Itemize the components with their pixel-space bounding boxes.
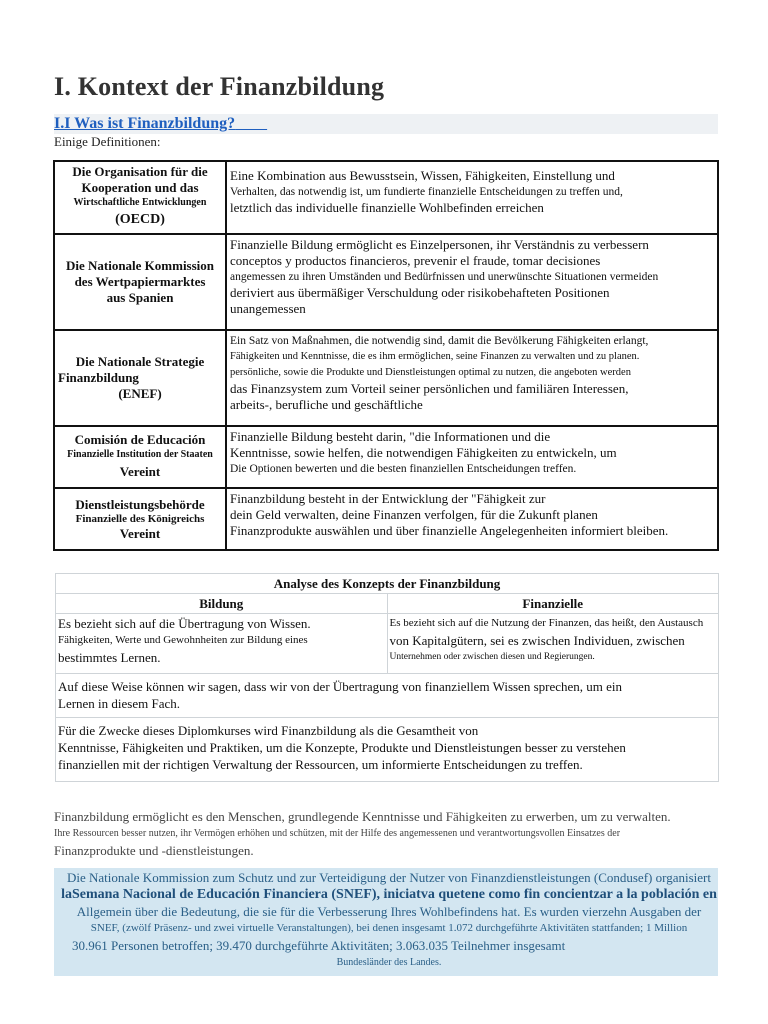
analysis-summary-row: Auf diese Weise können wir sagen, dass wir von der Übertragung von finanziellem Wissen sprechen, um ein Lernen in diesem Fach. [56,674,719,718]
definitions-table [53,160,719,551]
definition-cell-us-commission: Finanzielle Bildung besteht darin, "die Informationen und die Kenntnisse, sowie helfen, die notwendigen Fähigkeiten zu entwickeln, um Die Optionen bewerten und die besten finanziellen Entscheidungen treffen. [226,426,718,488]
definition-cell-uk-fsa: Finanzbildung besteht in der Entwicklung der "Fähigkeit zur dein Geld verwalten, deine Finanzen verfolgen, für die Zukunft planen Finanzprodukte auswählen und über finanzielle Angelegenheiten informiert bleiben. [226,488,718,550]
analysis-cell-bildung: Es bezieht sich auf die Übertragung von Wissen. Fähigkeiten, Werte und Gewohnheiten zur Bildung eines bestimmtes Lernen. [56,614,388,674]
definition-cell-enef: Ein Satz von Maßnahmen, die notwendig sind, damit die Bevölkerung Fähigkeiten erlangt, Fähigkeiten und Kenntnisse, die es ihm ermöglichen, seine Finanzen zu verwalten und zu planen. persönliche, sowie die Produkte und Dienstleistungen optimal zu nutzen, die angeboten werden das Finanzsystem zum Vorteil seiner persönlichen und familiären Interessen, arbeits-, berufliche und geschäftliche [226,330,718,426]
intro-text: Einige Definitionen: [54,134,161,149]
analysis-header-finanzielle: Finanzielle [387,594,719,614]
org-cell-uk-fsa: Dienstleistungsbehörde Finanzielle des Königreichs Vereint [54,488,226,550]
body-paragraph: Finanzbildung ermöglicht es den Menschen, grundlegende Kenntnisse und Fähigkeiten zu erwerben, um zu verwalten. Ihre Ressourcen besser nutzen, ihr Vermögen erhöhen und schützen, mit der Hilfe des angemessenen und verantwortungsvollen Einsatzes der Finanzprodukte und -dienstleistungen. [54,809,671,858]
definition-cell-oecd: Eine Kombination aus Bewusstsein, Wissen, Fähigkeiten, Einstellung und Verhalten, das notwendig ist, um fundierte finanzielle Entscheidungen zu treffen und, letztlich das individuelle finanzielle Wohlbefinden erreichen [226,161,718,234]
analysis-definition-row: Für die Zwecke dieses Diplomkurses wird Finanzbildung als die Gesamtheit von Kenntnisse, Fähigkeiten und Praktiken, um die Konzepte, Produkte und Dienstleistungen besser zu verstehen finanziellen mit der richtigen Verwaltung der Ressourcen, um informierte Entscheidungen zu treffen. [56,718,719,782]
highlight-text: Die Nationale Kommission zum Schutz und zur Verteidigung der Nutzer von Finanzdienstleistungen (Condusef) organisiert laSemana Nacional de Educación Financiera (SNEF), iniciatva quetene como fin concientzar a la población en Allgemein über die Bedeutung, die sie für die Verbesserung Ihres Wohlbefindens hat. Es wurden vierzehn Ausgaben der SNEF, (zwölf Präsenz- und zwei virtuelle Veranstaltungen), bei denen insgesamt 1.072 durchgeführte Aktivitäten stattfanden; 1 Million 30.961 Personen betroffen; 39.470 durchgeführte Aktivitäten; 3.063.035 Teilnehmer insgesamt Bundesländer des Landes. [61,870,717,968]
analysis-header-bildung: Bildung [56,594,388,614]
page-title: I. Kontext der Finanzbildung [54,72,385,101]
analysis-title: Analyse des Konzepts der Finanzbildung [56,574,719,594]
org-cell-enef: Die Nationale Strategie Finanzbildung (ENEF) [54,330,226,426]
org-cell-us-commission: Comisión de Educación Finanzielle Institution der Staaten Vereint [54,426,226,488]
org-cell-cnmv: Die Nationale Kommission des Wertpapiermarktes aus Spanien [54,234,226,330]
definition-cell-cnmv: Finanzielle Bildung ermöglicht es Einzelpersonen, ihr Verständnis zu verbessern conceptos y productos financieros, prevenir el fraude, tomar decisiones angemessen zu ihren Umständen und Bedürfnissen und unerwünschte Situationen vermeiden deriviert aus übermäßiger Verschuldung oder risikobehafteten Positionen unangemessen [226,234,718,330]
org-cell-oecd: Die Organisation für die Kooperation und das Wirtschaftliche Entwicklungen (OECD) [54,161,226,234]
analysis-cell-finanzielle: Es bezieht sich auf die Nutzung der Finanzen, das heißt, den Austausch von Kapitalgütern, sei es zwischen Individuen, zwischen Unternehmen oder zwischen diesen und Regierungen. [387,614,719,674]
section-link-title[interactable]: I.I Was ist Finanzbildung? [54,115,236,132]
analysis-table [55,573,719,782]
